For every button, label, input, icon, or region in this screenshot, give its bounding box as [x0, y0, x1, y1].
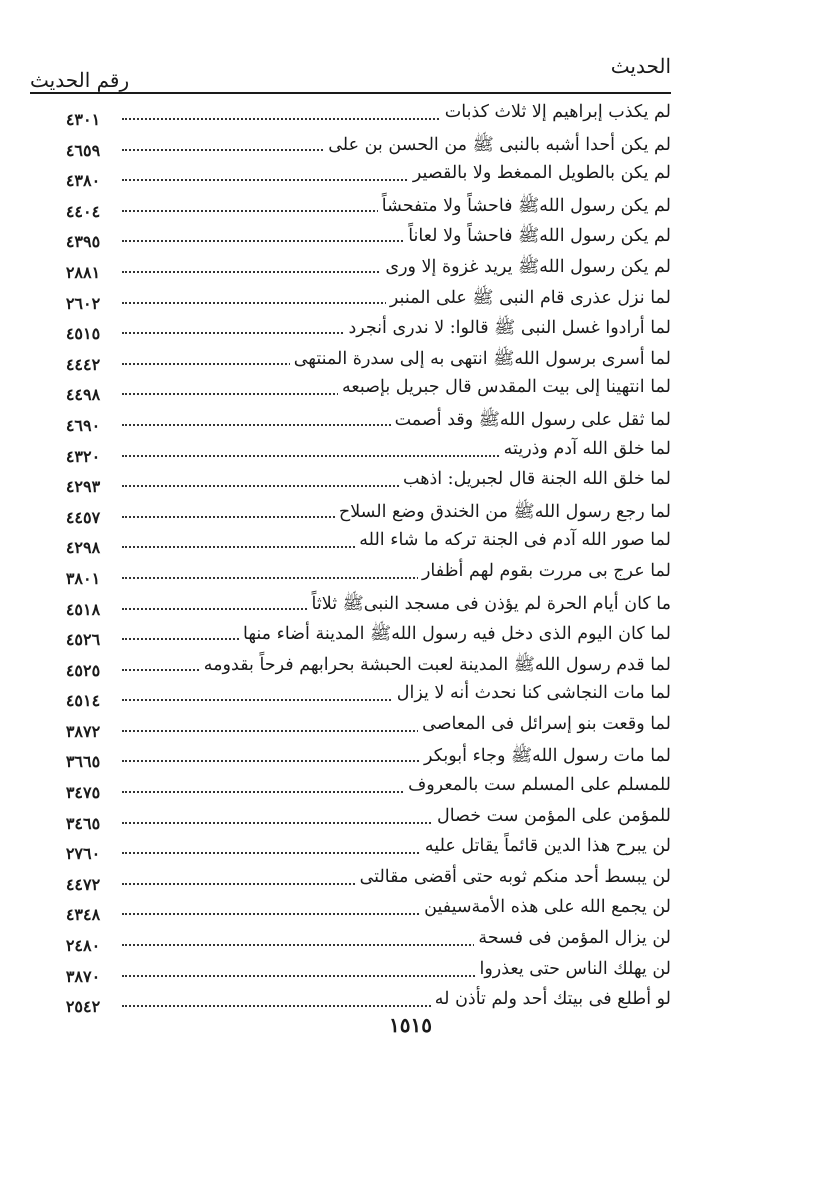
hadith-number: ٤٤٤٢ — [65, 354, 101, 374]
index-row — [30, 192, 671, 223]
hadith-text: لما قدم رسول اللهﷺ المدينة لعبت الحبشة بحرابهم فرحاً بقدومه — [200, 653, 671, 679]
index-row — [30, 834, 671, 865]
hadith-text: لما كان اليوم الذى دخل فيه رسول اللهﷺ المدينة أضاء منها — [239, 622, 671, 648]
index-row — [30, 222, 671, 253]
hadith-text: لما انتهينا إلى بيت المقدس قال جبريل بإصبعه — [338, 377, 671, 397]
hadith-text: لما صور الله آدم فى الجنة تركه ما شاء الله — [355, 530, 671, 550]
hadith-number: ٤٣٢٠ — [65, 446, 101, 466]
page-header — [30, 50, 671, 92]
hadith-number: ٣٨٧٠ — [65, 966, 101, 986]
hadith-number: ٤٥٢٥ — [65, 660, 101, 680]
hadith-number: ٤٥١٥ — [65, 324, 101, 344]
hadith-text: لما خلق الله الجنة قال لجبريل: اذهب — [399, 469, 671, 489]
index-row — [30, 345, 671, 376]
page-number: ١٥١٥ — [389, 1013, 432, 1037]
index-row — [30, 926, 671, 957]
hadith-column-title: الحديث — [610, 54, 671, 78]
hadith-number-column-title: رقم الحديث — [30, 68, 130, 92]
hadith-number: ٤٤٩٨ — [65, 385, 101, 405]
hadith-text: لن يزال المؤمن فى فسحة — [474, 928, 671, 948]
hadith-number: ٣٤٧٥ — [65, 783, 101, 803]
index-row — [30, 406, 671, 437]
hadith-number: ٤٣٠١ — [65, 110, 101, 129]
header-divider — [30, 92, 671, 94]
index-row — [30, 804, 671, 835]
hadith-text: لم يكذب إبراهيم إلا ثلاث كذبات — [441, 102, 671, 122]
hadith-text: لما أرادوا غسل النبى ﷺ قالوا: لا ندرى أنجرد — [344, 316, 671, 342]
hadith-text: لم يكن رسول اللهﷺ فاحشاً ولا لعاناً — [404, 224, 671, 250]
index-row — [30, 957, 671, 988]
hadith-number: ٤٢٩٨ — [65, 538, 101, 558]
index-row — [30, 437, 671, 468]
index-row — [30, 742, 671, 773]
hadith-number: ٢٥٤٢ — [65, 997, 101, 1017]
index-row — [30, 467, 671, 498]
index-row — [30, 314, 671, 345]
hadith-number: ٤٥٢٦ — [65, 630, 101, 650]
hadith-number: ٤٤٥٧ — [65, 507, 101, 527]
hadith-number: ٣٤٦٥ — [65, 813, 101, 833]
hadith-number: ٤٦٥٩ — [65, 140, 101, 160]
hadith-text: لما خلق الله آدم وذريته — [500, 439, 671, 459]
index-row — [30, 253, 671, 284]
hadith-number: ٤٣٨٠ — [65, 171, 101, 191]
hadith-number: ٤٣٩٥ — [65, 232, 101, 252]
index-row — [30, 590, 671, 621]
hadith-number: ٣٦٦٥ — [65, 752, 101, 772]
hadith-index-list — [30, 100, 671, 1018]
hadith-number: ٤٦٩٠ — [65, 415, 101, 435]
index-row — [30, 651, 671, 682]
hadith-text: لن يبرح هذا الدين قائماً يقاتل عليه — [421, 836, 671, 856]
index-row — [30, 498, 671, 529]
hadith-number: ٢٨٨١ — [65, 262, 101, 282]
hadith-text: للمؤمن على المؤمن ست خصال — [433, 806, 671, 826]
index-row — [30, 375, 671, 406]
hadith-number: ٤٥١٤ — [65, 691, 101, 711]
index-row — [30, 712, 671, 743]
hadith-text: للمسلم على المسلم ست بالمعروف — [404, 775, 671, 795]
hadith-number: ٤٤٠٤ — [65, 201, 101, 221]
hadith-text: لن يهلك الناس حتى يعذروا — [475, 959, 671, 979]
hadith-number: ٤٣٤٨ — [65, 905, 101, 925]
index-row — [30, 895, 671, 926]
hadith-text: لما ثقل على رسول اللهﷺ وقد أصمت — [391, 408, 671, 434]
hadith-text: لما مات رسول اللهﷺ وجاء أبوبكر — [420, 744, 671, 770]
hadith-number: ٤٤٧٢ — [65, 874, 101, 894]
hadith-number: ٣٨٠١ — [65, 568, 101, 588]
hadith-text: لم يكن رسول اللهﷺ فاحشاً ولا متفحشاً — [378, 194, 671, 220]
hadith-number: ٤٥١٨ — [65, 599, 101, 619]
hadith-text: لن يبسط أحد منكم ثوبه حتى أقضى مقالتى — [356, 867, 671, 887]
hadith-number: ٢٧٦٠ — [65, 844, 101, 864]
index-row — [30, 681, 671, 712]
index-row — [30, 773, 671, 804]
index-row — [30, 559, 671, 590]
hadith-text: لما نزل عذرى قام النبى ﷺ على المنبر — [386, 286, 671, 312]
hadith-text: لم يكن بالطويل الممغط ولا بالقصير — [409, 163, 671, 183]
hadith-text: لما عرج بى مررت بقوم لهم أظفار — [418, 561, 671, 581]
hadith-text: لن يجمع الله على هذه الأمةسيفين — [420, 897, 671, 917]
hadith-number: ٤٢٩٣ — [65, 477, 101, 497]
hadith-number: ٣٨٧٢ — [65, 721, 101, 741]
hadith-text: لما أسرى برسول اللهﷺ انتهى به إلى سدرة المنتهى — [290, 347, 671, 373]
index-row — [30, 131, 671, 162]
index-row — [30, 865, 671, 896]
hadith-text: ما كان أيام الحرة لم يؤذن فى مسجد النبىﷺ ثلاثاً — [308, 592, 671, 618]
hadith-text: لم يكن أحدا أشبه بالنبى ﷺ من الحسن بن على — [324, 133, 671, 159]
index-row — [30, 100, 671, 131]
hadith-number: ٢٦٠٢ — [65, 293, 101, 313]
hadith-text: لما مات النجاشى كنا نحدث أنه لا يزال — [393, 683, 671, 703]
hadith-number: ٢٤٨٠ — [65, 936, 101, 956]
index-row — [30, 284, 671, 315]
index-row — [30, 161, 671, 192]
hadith-text: لما رجع رسول اللهﷺ من الخندق وضع السلاح — [335, 500, 671, 526]
index-row — [30, 528, 671, 559]
hadith-text: لو أطلع فى بيتك أحد ولم تأذن له — [431, 989, 671, 1009]
index-row — [30, 620, 671, 651]
hadith-text: لما وقعت بنو إسرائل فى المعاصى — [418, 714, 671, 734]
hadith-text: لم يكن رسول اللهﷺ يريد غزوة إلا ورى — [381, 255, 671, 281]
